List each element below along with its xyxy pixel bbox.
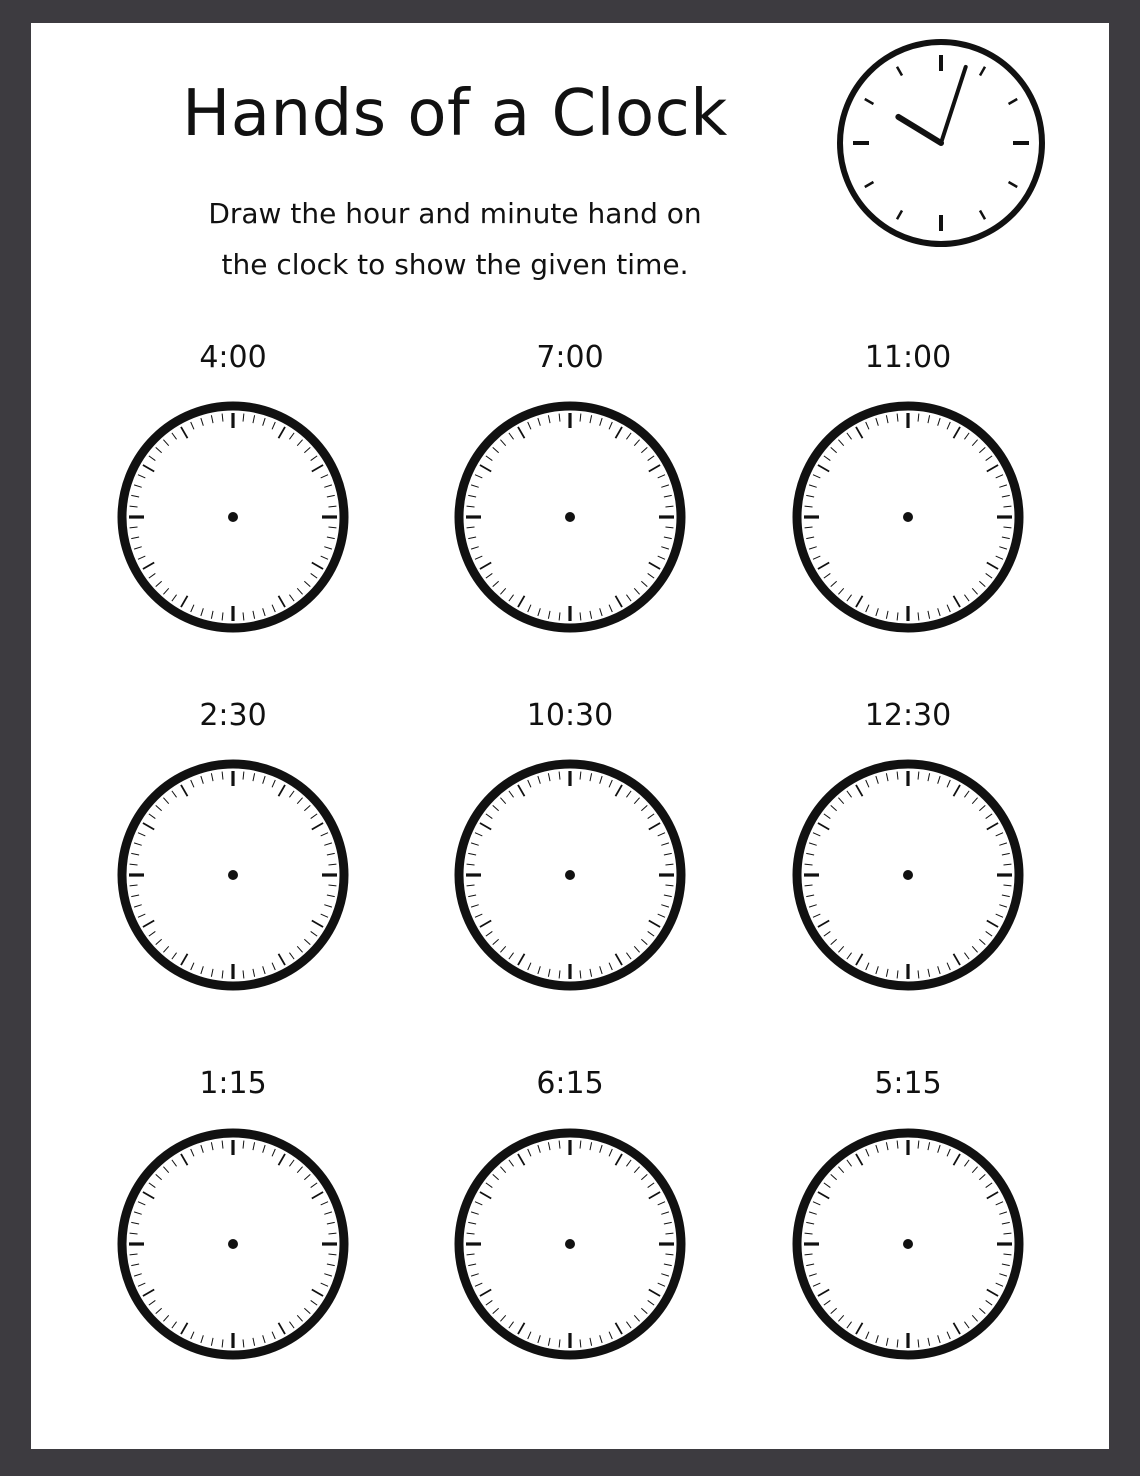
- clock-face[interactable]: [113, 1124, 353, 1364]
- time-label-7: 1:15: [199, 1066, 267, 1101]
- instructions: [140, 188, 770, 290]
- center-dot: [565, 870, 575, 880]
- center-dot: [228, 512, 238, 522]
- time-label-4: 2:30: [199, 698, 267, 733]
- clock-icon: [835, 37, 1047, 249]
- time-label-8: 6:15: [536, 1066, 604, 1101]
- center-dot: [903, 512, 913, 522]
- time-label-1: 4:00: [199, 340, 267, 375]
- center-dot: [228, 870, 238, 880]
- center-dot: [903, 1239, 913, 1249]
- worksheet-title: Hands of a Clock: [182, 77, 728, 151]
- clock-face[interactable]: [788, 1124, 1028, 1364]
- clock-face[interactable]: [450, 1124, 690, 1364]
- instructions-line-2: the clock to show the given time.: [221, 248, 689, 281]
- clock-face[interactable]: [450, 755, 690, 995]
- clock-face[interactable]: [788, 755, 1028, 995]
- time-label-6: 12:30: [864, 698, 952, 733]
- center-dot: [565, 1239, 575, 1249]
- clock-face[interactable]: [450, 397, 690, 637]
- instructions-line-1: Draw the hour and minute hand on: [208, 197, 702, 230]
- clock-face[interactable]: [788, 397, 1028, 637]
- center-dot: [565, 512, 575, 522]
- time-label-5: 10:30: [526, 698, 614, 733]
- time-label-9: 5:15: [874, 1066, 942, 1101]
- center-dot: [228, 1239, 238, 1249]
- clock-face[interactable]: [113, 397, 353, 637]
- time-label-3: 11:00: [864, 340, 952, 375]
- clock-face[interactable]: [113, 755, 353, 995]
- time-label-2: 7:00: [536, 340, 604, 375]
- center-dot: [903, 870, 913, 880]
